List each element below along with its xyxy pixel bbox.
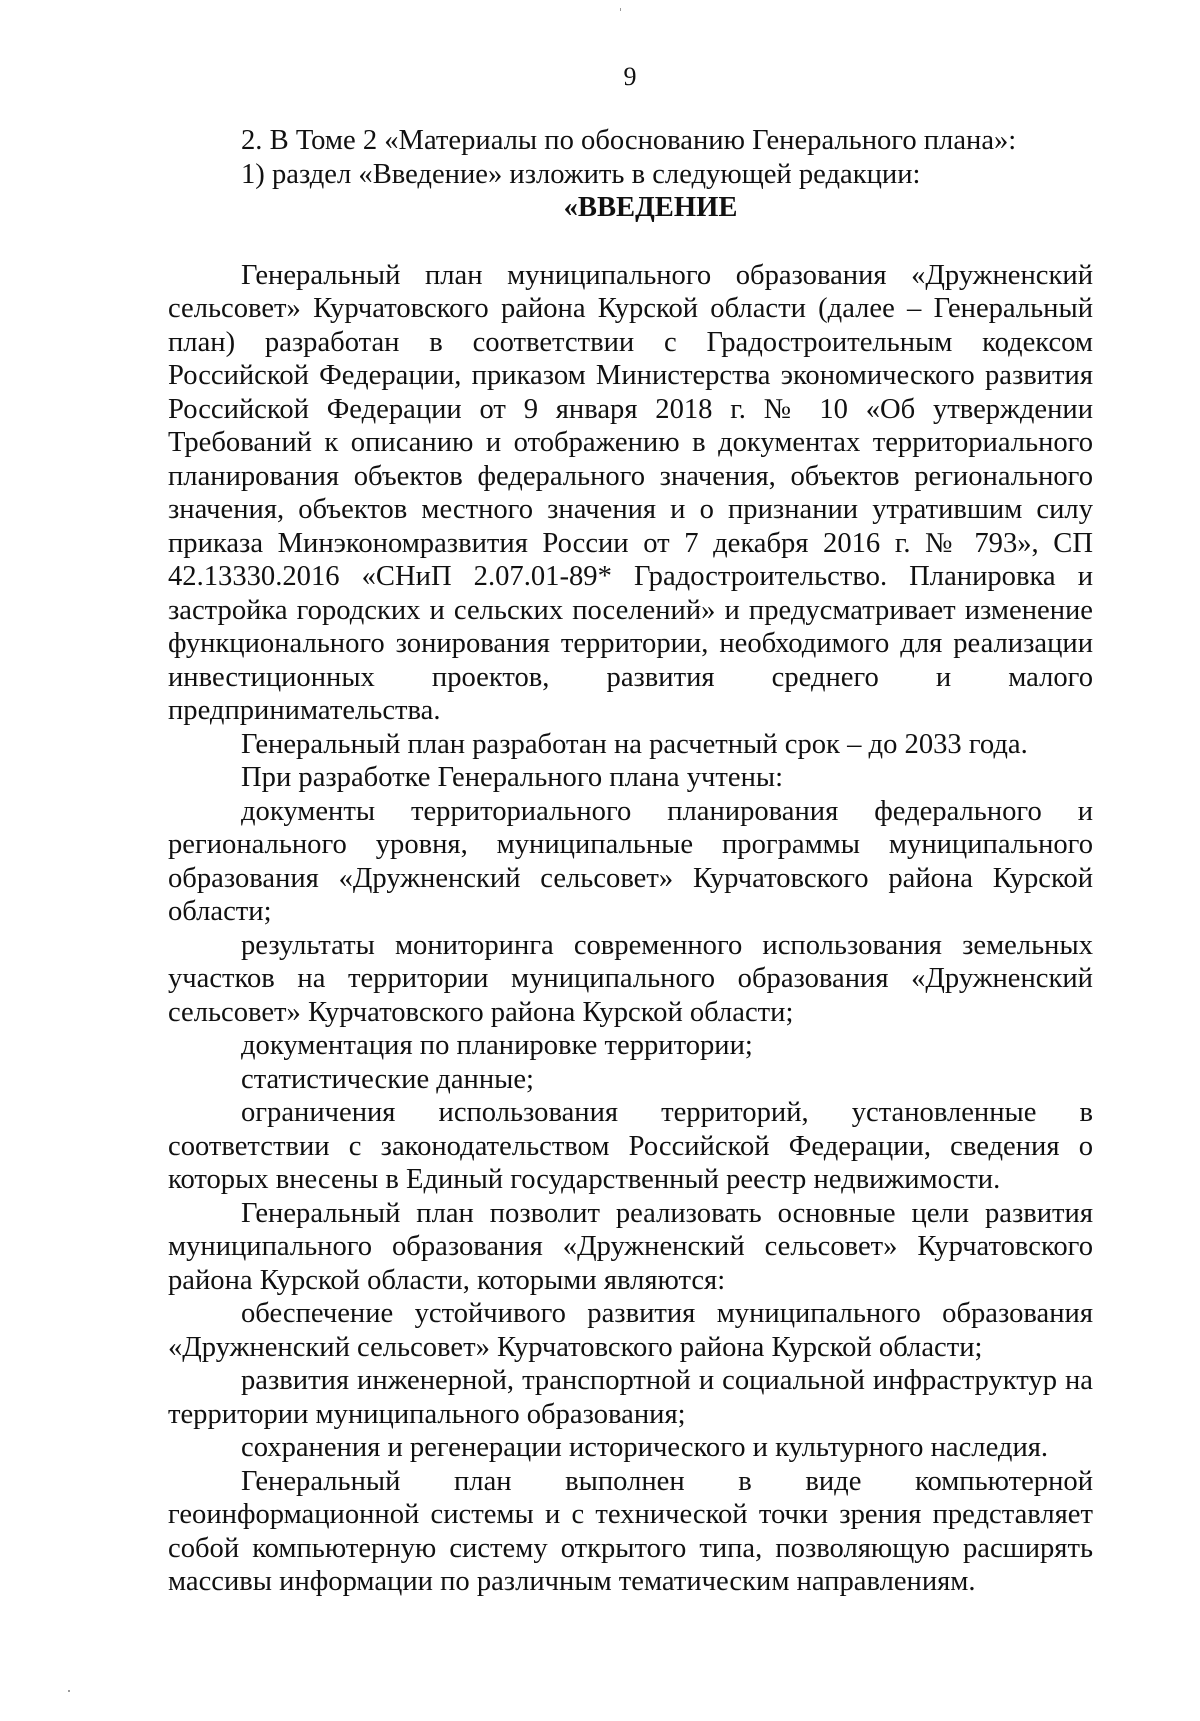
intro-line-volume: 2. В Томе 2 «Материалы по обоснованию Генерального плана»: xyxy=(241,125,1017,156)
paragraph-gis: Генеральный план выполнен в виде компьютерной геоинформационной системы и с технической точки зрения представляет собой компьютерную систему открытого типа, позволяющую расширять массивы информации по различным тематическим направлениям. xyxy=(168,1465,1093,1597)
list-item-statistics: статистические данные; xyxy=(241,1063,534,1095)
list-item-planning-docs: документация по планировке территории; xyxy=(241,1030,753,1061)
paragraph-considered: При разработке Генерального плана учтены: xyxy=(241,762,784,793)
intro-line-section: 1) раздел «Введение» изложить в следующей редакции: xyxy=(241,158,921,190)
scan-speck xyxy=(68,1690,70,1692)
paragraph-legal-basis: Генеральный план муниципального образования «Дружненский сельсовет» Курчатовского района Курской области (далее – Генеральный план) разработан в соответствии с Градостроительным кодексом Российской Федерации, приказом Министерства экономического развития Российской Федерации от 9 января 2018 г. № 10 «Об утверждении Требований к описанию и отображению в документах территориального планирования объектов федерального значения, объектов регионального значения, объектов местного значения и о признании утратившим силу приказа Минэкономразвития России от 7 декабря 2016 г. № 793», СП 42.13330.2016 «СНиП 2.07.01-89* Градостроительство. Планировка и застройка городских и сельских поселений» и предусматривает изменение функционального зонирования территории, необходимого для реализации инвестиционных проектов, развития среднего и малого предпринимательства. xyxy=(168,259,1093,726)
paragraph-goals: Генеральный план позволит реализовать основные цели развития муниципального образования «Дружненский сельсовет» Курчатовского района Курской области, которыми являются: xyxy=(168,1197,1093,1296)
list-item-monitoring: результаты мониторинга современного использования земельных участков на территории муниципального образования «Дружненский сельсовет» Курчатовского района Курской области; xyxy=(168,929,1093,1028)
document-body xyxy=(168,124,1093,1599)
list-item-restrictions: ограничения использования территорий, установленные в соответствии с законодательством Российской Федерации, сведения о которых внесены в Единый государственный реестр недвижимости. xyxy=(168,1097,1093,1195)
list-item-sustainable-development: обеспечение устойчивого развития муниципального образования «Дружненский сельсовет» Курчатовского района Курской области; xyxy=(168,1298,1093,1363)
section-heading: «ВВЕДЕНИЕ xyxy=(563,192,738,223)
list-item-infrastructure: развития инженерной, транспортной и социальной инфраструктур на территории муниципального образования; xyxy=(168,1365,1093,1430)
list-item-heritage: сохранения и регенерации исторического и культурного наследия. xyxy=(241,1432,1049,1463)
list-item-documents: документы территориального планирования федерального и регионального уровня, муниципальные программы муниципального образования «Дружненский сельсовет» Курчатовского района Курской области; xyxy=(168,795,1093,927)
scan-speck xyxy=(620,8,621,11)
page-number: 9 xyxy=(623,62,637,91)
paragraph-term: Генеральный план разработан на расчетный срок – до 2033 года. xyxy=(241,728,1028,760)
